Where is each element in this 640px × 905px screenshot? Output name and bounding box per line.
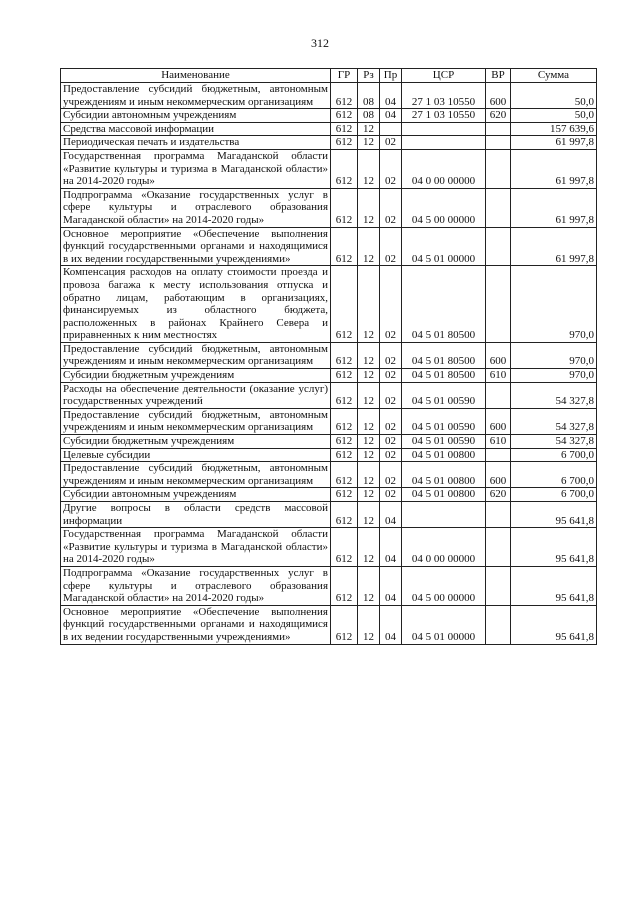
header-pr: Пр [380, 69, 402, 83]
budget-table [60, 68, 597, 645]
row-csr: 04 5 01 80500 [402, 266, 486, 343]
row-csr [402, 136, 486, 150]
row-sum: 6 700,0 [511, 462, 597, 488]
table-row [61, 605, 597, 644]
row-rz: 12 [358, 408, 380, 434]
row-vr [486, 382, 511, 408]
row-csr [402, 502, 486, 528]
table-row [61, 83, 597, 109]
row-rz: 08 [358, 83, 380, 109]
row-rz: 12 [358, 566, 380, 605]
row-csr [402, 122, 486, 136]
header-rz: Рз [358, 69, 380, 83]
row-name: Государственная программа Магаданской области «Развитие культуры и туризма в Магаданской области» на 2014-2020 годы» [61, 149, 331, 188]
row-rz: 12 [358, 266, 380, 343]
row-pr: 02 [380, 149, 402, 188]
table-row [61, 488, 597, 502]
row-vr [486, 502, 511, 528]
table-row [61, 502, 597, 528]
row-csr: 04 5 01 00590 [402, 382, 486, 408]
row-csr: 27 1 03 10550 [402, 109, 486, 123]
row-name: Предоставление субсидий бюджетным, автономным учреждениям и иным некоммерческим организациям [61, 408, 331, 434]
row-name: Средства массовой информации [61, 122, 331, 136]
table-row [61, 369, 597, 383]
row-csr: 04 0 00 00000 [402, 149, 486, 188]
row-sum: 970,0 [511, 369, 597, 383]
row-rz: 12 [358, 435, 380, 449]
table-row [61, 188, 597, 227]
row-pr: 02 [380, 488, 402, 502]
row-csr: 04 5 01 00000 [402, 227, 486, 266]
row-gr: 612 [331, 122, 358, 136]
row-vr [486, 605, 511, 644]
row-name: Другие вопросы в области средств массовой информации [61, 502, 331, 528]
table-row [61, 448, 597, 462]
row-sum: 157 639,6 [511, 122, 597, 136]
row-sum: 970,0 [511, 266, 597, 343]
row-name: Субсидии автономным учреждениям [61, 488, 331, 502]
row-rz: 12 [358, 369, 380, 383]
row-name: Предоставление субсидий бюджетным, автономным учреждениям и иным некоммерческим организациям [61, 462, 331, 488]
row-vr [486, 528, 511, 567]
row-pr: 04 [380, 528, 402, 567]
row-pr: 02 [380, 435, 402, 449]
row-pr: 04 [380, 502, 402, 528]
table-row [61, 136, 597, 150]
row-sum: 54 327,8 [511, 435, 597, 449]
row-sum: 61 997,8 [511, 227, 597, 266]
row-vr [486, 149, 511, 188]
row-csr: 04 5 01 80500 [402, 369, 486, 383]
header-gr: ГР [331, 69, 358, 83]
row-csr: 04 5 00 00000 [402, 188, 486, 227]
row-name: Периодическая печать и издательства [61, 136, 331, 150]
row-pr: 02 [380, 136, 402, 150]
row-gr: 612 [331, 266, 358, 343]
row-gr: 612 [331, 462, 358, 488]
row-csr: 04 5 01 00800 [402, 462, 486, 488]
table-row [61, 109, 597, 123]
row-pr: 02 [380, 382, 402, 408]
row-vr: 600 [486, 83, 511, 109]
header-vr: ВР [486, 69, 511, 83]
row-csr: 04 5 01 00590 [402, 408, 486, 434]
row-pr: 02 [380, 408, 402, 434]
row-rz: 12 [358, 502, 380, 528]
row-name: Субсидии автономным учреждениям [61, 109, 331, 123]
row-pr: 04 [380, 83, 402, 109]
row-gr: 612 [331, 227, 358, 266]
row-vr [486, 188, 511, 227]
row-gr: 612 [331, 136, 358, 150]
row-sum: 6 700,0 [511, 448, 597, 462]
row-sum: 970,0 [511, 342, 597, 368]
table-row [61, 342, 597, 368]
row-gr: 612 [331, 369, 358, 383]
row-vr [486, 566, 511, 605]
row-sum: 61 997,8 [511, 149, 597, 188]
row-rz: 12 [358, 122, 380, 136]
row-sum: 95 641,8 [511, 528, 597, 567]
row-csr: 04 5 01 80500 [402, 342, 486, 368]
row-name: Основное мероприятие «Обеспечение выполнения функций государственными органами и находящимися в их ведении государственными учреждениями» [61, 227, 331, 266]
row-sum: 95 641,8 [511, 502, 597, 528]
table-row [61, 227, 597, 266]
row-vr: 600 [486, 462, 511, 488]
row-sum: 95 641,8 [511, 605, 597, 644]
row-pr: 04 [380, 109, 402, 123]
table-row [61, 408, 597, 434]
header-sum: Сумма [511, 69, 597, 83]
row-name: Предоставление субсидий бюджетным, автономным учреждениям и иным некоммерческим организациям [61, 342, 331, 368]
row-vr: 620 [486, 488, 511, 502]
row-gr: 612 [331, 83, 358, 109]
row-pr: 02 [380, 462, 402, 488]
row-rz: 12 [358, 462, 380, 488]
row-name: Государственная программа Магаданской области «Развитие культуры и туризма в Магаданской области» на 2014-2020 годы» [61, 528, 331, 567]
row-sum: 50,0 [511, 109, 597, 123]
row-name: Подпрограмма «Оказание государственных услуг в сфере культуры и отраслевого образования Магаданской области» на 2014-2020 годы» [61, 188, 331, 227]
row-rz: 08 [358, 109, 380, 123]
table-row [61, 149, 597, 188]
table-row [61, 382, 597, 408]
row-rz: 12 [358, 528, 380, 567]
row-gr: 612 [331, 109, 358, 123]
page-number: 312 [311, 36, 329, 50]
row-gr: 612 [331, 566, 358, 605]
row-gr: 612 [331, 528, 358, 567]
row-rz: 12 [358, 448, 380, 462]
row-vr: 620 [486, 109, 511, 123]
header-name: Наименование [61, 69, 331, 83]
row-csr: 04 5 01 00800 [402, 448, 486, 462]
table-row [61, 435, 597, 449]
row-pr: 04 [380, 605, 402, 644]
table-row [61, 266, 597, 343]
table-header-row [61, 69, 597, 83]
row-sum: 54 327,8 [511, 408, 597, 434]
header-csr: ЦСР [402, 69, 486, 83]
row-gr: 612 [331, 188, 358, 227]
row-pr: 02 [380, 448, 402, 462]
row-name: Основное мероприятие «Обеспечение выполнения функций государственными органами и находящимися в их ведении государственными учреждениями» [61, 605, 331, 644]
row-csr: 04 5 01 00590 [402, 435, 486, 449]
row-gr: 612 [331, 502, 358, 528]
row-vr: 600 [486, 408, 511, 434]
row-rz: 12 [358, 149, 380, 188]
row-vr [486, 122, 511, 136]
row-name: Подпрограмма «Оказание государственных услуг в сфере культуры и отраслевого образования Магаданской области» на 2014-2020 годы» [61, 566, 331, 605]
row-gr: 612 [331, 605, 358, 644]
row-name: Компенсация расходов на оплату стоимости проезда и провоза багажа к месту использования отпуска и обратно лицам, работающим в организациях, финансируемых из областного бюджета, расположенных в районах Крайнего Севера и приравненных к ним местностях [61, 266, 331, 343]
row-pr: 02 [380, 188, 402, 227]
row-sum: 6 700,0 [511, 488, 597, 502]
row-name: Целевые субсидии [61, 448, 331, 462]
row-pr: 04 [380, 566, 402, 605]
row-rz: 12 [358, 382, 380, 408]
table-row [61, 566, 597, 605]
row-name: Субсидии бюджетным учреждениям [61, 369, 331, 383]
row-csr: 04 5 00 00000 [402, 566, 486, 605]
row-rz: 12 [358, 227, 380, 266]
row-rz: 12 [358, 488, 380, 502]
row-csr: 27 1 03 10550 [402, 83, 486, 109]
row-rz: 12 [358, 605, 380, 644]
row-vr: 610 [486, 369, 511, 383]
row-vr [486, 227, 511, 266]
row-pr: 02 [380, 342, 402, 368]
row-csr: 04 5 01 00000 [402, 605, 486, 644]
row-gr: 612 [331, 488, 358, 502]
row-pr: 02 [380, 227, 402, 266]
row-vr: 600 [486, 342, 511, 368]
row-sum: 50,0 [511, 83, 597, 109]
row-rz: 12 [358, 136, 380, 150]
row-gr: 612 [331, 408, 358, 434]
row-sum: 61 997,8 [511, 136, 597, 150]
row-gr: 612 [331, 342, 358, 368]
row-gr: 612 [331, 149, 358, 188]
row-sum: 61 997,8 [511, 188, 597, 227]
row-name: Субсидии бюджетным учреждениям [61, 435, 331, 449]
row-gr: 612 [331, 382, 358, 408]
row-csr: 04 5 01 00800 [402, 488, 486, 502]
row-name: Предоставление субсидий бюджетным, автономным учреждениям и иным некоммерческим организациям [61, 83, 331, 109]
row-vr [486, 266, 511, 343]
row-rz: 12 [358, 188, 380, 227]
row-gr: 612 [331, 435, 358, 449]
table-body [61, 83, 597, 645]
row-sum: 95 641,8 [511, 566, 597, 605]
table-row [61, 528, 597, 567]
row-name: Расходы на обеспечение деятельности (оказание услуг) государственных учреждений [61, 382, 331, 408]
row-vr [486, 136, 511, 150]
row-vr [486, 448, 511, 462]
row-pr: 02 [380, 369, 402, 383]
row-pr [380, 122, 402, 136]
row-gr: 612 [331, 448, 358, 462]
table-row [61, 122, 597, 136]
row-csr: 04 0 00 00000 [402, 528, 486, 567]
row-sum: 54 327,8 [511, 382, 597, 408]
row-vr: 610 [486, 435, 511, 449]
row-pr: 02 [380, 266, 402, 343]
row-rz: 12 [358, 342, 380, 368]
table-row [61, 462, 597, 488]
